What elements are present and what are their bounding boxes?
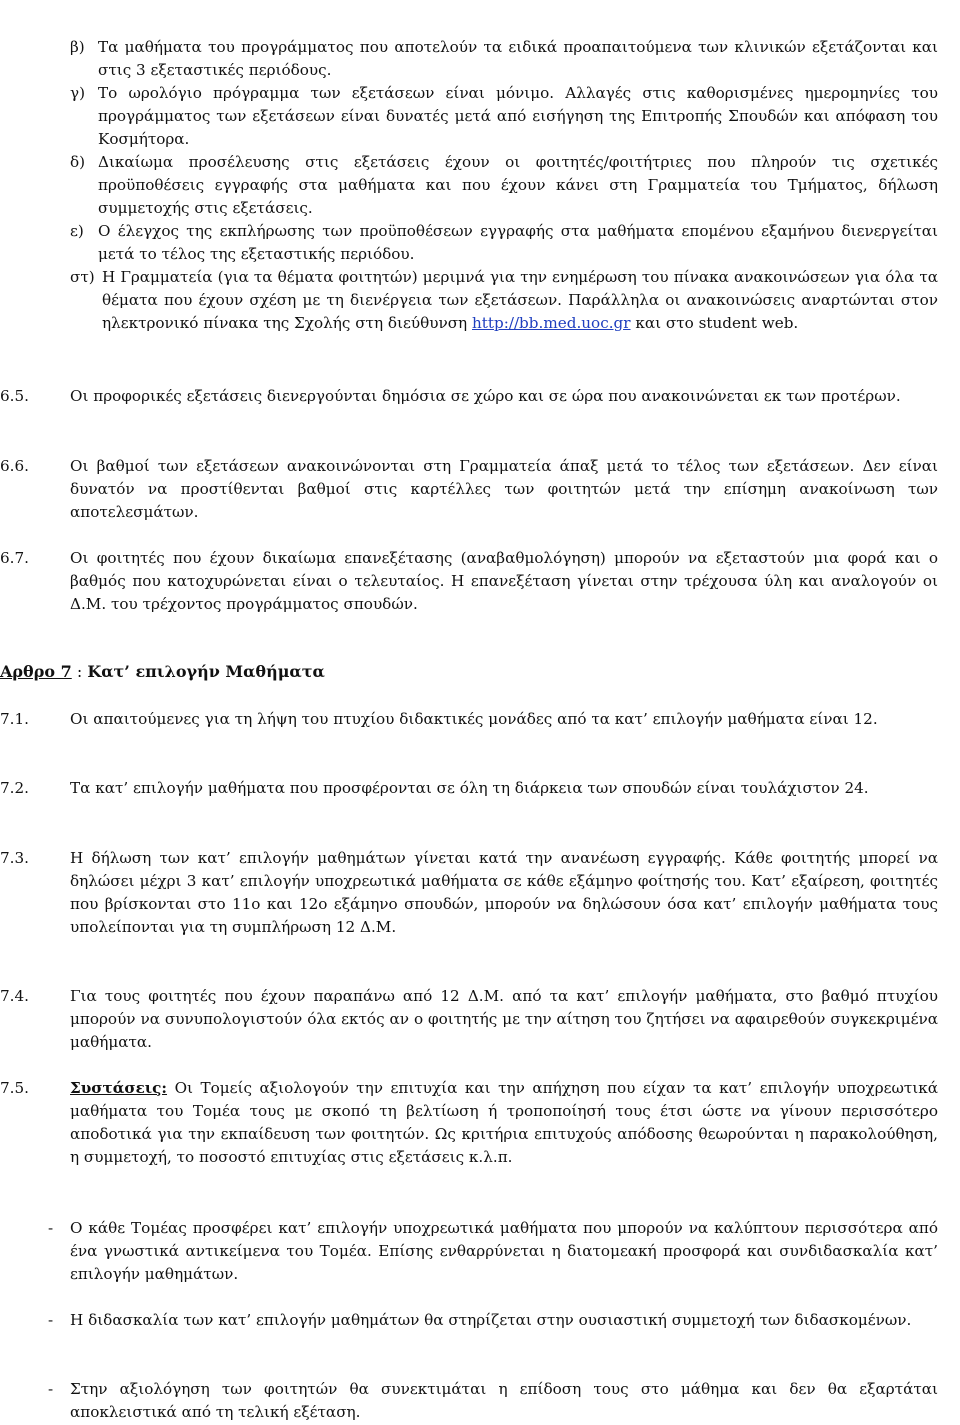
- intro-item-c: [70, 82, 938, 151]
- item-text: Τα μαθήματα του προγράμματος που αποτελούν τα ειδικά προαπαιτούμενα των κλινικών εξετάζονται και στις 3 εξεταστικές περιόδους.: [98, 38, 938, 79]
- school-board-link[interactable]: http://bb.med.uoc.gr: [472, 314, 631, 332]
- clause-number: 7.1.: [0, 710, 29, 728]
- clause-text: [70, 1077, 938, 1169]
- intro-item-st: [70, 266, 938, 335]
- clause-text: Για τους φοιτητές που έχουν παραπάνω από 12 Δ.Μ. από τα κατ’ επιλογήν μαθήματα, στο βαθμό πτυχίου μπορούν να συνυπολογιστούν όλα εκτός αν ο φοιτητής με την αίτηση του ζητήσει να αφαιρεθούν συγκεκριμένα μαθήματα.: [70, 987, 938, 1051]
- item-label: γ): [70, 84, 86, 102]
- article-heading: [0, 660, 325, 683]
- bullet-text: Ο κάθε Τομέας προσφέρει κατ’ επιλογήν υποχρεωτικά μαθήματα που μπορούν να καλύπτουν περισσότερα από ένα γνωστικά αντικείμενα του Τομέα. Επίσης ενθαρρύνεται η διατομεακή προσφορά και συνδιδασκαλία κατ’ επιλογήν μαθημάτων.: [70, 1219, 938, 1283]
- bullet-dash: -: [48, 1311, 54, 1329]
- clause-number: 7.4.: [0, 987, 29, 1005]
- recommendations-label: Συστάσεις:: [70, 1079, 168, 1097]
- bullet-text: Η διδασκαλία των κατ’ επιλογήν μαθημάτων θα στηρίζεται στην ουσιαστική συμμετοχή των διδασκομένων.: [70, 1311, 912, 1329]
- clause-text: Οι φοιτητές που έχουν δικαίωμα επανεξέτασης (αναβαθμολόγηση) μπορούν να εξεταστούν μια φορά και ο βαθμός που κατοχυρώνεται είναι ο τελευταίος. Η επανεξέταση γίνεται στην τρέχουσα ύλη και αναλογούν οι Δ.Μ. του τρέχοντος προγράμματος σπουδών.: [70, 549, 938, 613]
- bullet-dash: -: [48, 1219, 54, 1237]
- item-text: Το ωρολόγιο πρόγραμμα των εξετάσεων είναι μόνιμο. Αλλαγές στις καθορισμένες ημερομηνίες του προγράμματος των εξετάσεων είναι δυνατές μετά από εισήγηση της Επιτροπής Σπουδών και απόφαση του Κοσμήτορα.: [98, 84, 938, 148]
- clause-text: Οι απαιτούμενες για τη λήψη του πτυχίου διδακτικές μονάδες από τα κατ’ επιλογήν μαθήματα είναι 12.: [70, 710, 878, 728]
- item-label: ε): [70, 222, 84, 240]
- clause-text: Η δήλωση των κατ’ επιλογήν μαθημάτων γίνεται κατά την ανανέωση εγγραφής. Κάθε φοιτητής μπορεί να δηλώσει μέχρι 3 κατ’ επιλογήν υποχρεωτικά μαθήματα σε κάθε εξάμηνο φοίτησής του. Κατ’ εξαίρεση, φοιτητές που βρίσκονται στο 11ο και 12ο εξάμηνο σπουδών, μπορούν να δηλώσουν όσα κατ’ επιλογήν μαθήματα τους υπολείπονται για τη συμπλήρωση 12 Δ.Μ.: [70, 849, 938, 936]
- article-title: Κατ’ επιλογήν Μαθήματα: [87, 662, 325, 681]
- clause-number: 6.6.: [0, 457, 29, 475]
- item-label: δ): [70, 153, 86, 171]
- item-text: Δικαίωμα προσέλευσης στις εξετάσεις έχουν οι φοιτητές/φοιτήτριες που πληρούν τις σχετικές προϋποθέσεις εγγραφής στα μαθήματα και που έχουν κάνει στη Γραμματεία του Τμήματος, δήλωση συμμετοχής στις εξετάσεις.: [98, 153, 938, 217]
- bullet-dash: -: [48, 1380, 54, 1398]
- clause-text: Οι βαθμοί των εξετάσεων ανακοινώνονται στη Γραμματεία άπαξ μετά το τέλος των εξετάσεων. Δεν είναι δυνατόν να προστίθενται βαθμοί στις καρτέλλες των φοιτητών μετά την επίσημη ανακοίνωση των αποτελεσμάτων.: [70, 457, 938, 521]
- item-text: Ο έλεγχος της εκπλήρωσης των προϋποθέσεων εγγραφής στα μαθήματα επομένου εξαμήνου διενεργείται μετά το τέλος της εξεταστικής περιόδου.: [98, 222, 938, 263]
- intro-item-b: [70, 36, 938, 82]
- clause-text: Τα κατ’ επιλογήν μαθήματα που προσφέρονται σε όλη τη διάρκεια των σπουδών είναι τουλάχιστον 24.: [70, 779, 869, 797]
- item-text-tail: και στο student web.: [635, 314, 799, 332]
- item-label: στ): [70, 268, 95, 286]
- bullet-text: Στην αξιολόγηση των φοιτητών θα συνεκτιμάται η επίδοση τους στο μάθημα και δεν θα εξαρτάται αποκλειστικά από τη τελική εξέταση.: [70, 1380, 938, 1421]
- item-label: β): [70, 38, 85, 56]
- clause-number: 7.5.: [0, 1079, 29, 1097]
- intro-item-d: [70, 151, 938, 220]
- article-number: Αρθρο 7: [0, 662, 72, 681]
- clause-text: Οι προφορικές εξετάσεις διενεργούνται δημόσια σε χώρο και σε ώρα που ανακοινώνεται εκ των προτέρων.: [70, 387, 901, 405]
- clause-number: 6.7.: [0, 549, 29, 567]
- article-separator: :: [71, 662, 88, 681]
- clause-number: 7.3.: [0, 849, 29, 867]
- item-text: Η Γραμματεία (για τα θέματα φοιτητών) μεριμνά για την ενημέρωση του πίνακα ανακοινώσεων για όλα τα θέματα που έχουν σχέση με τη διενέργεια των εξετάσεων. Παράλληλα οι ανακοινώσεις αναρτώνται στον ηλεκτρονικό πίνακα της Σχολής στη διεύθυνση: [102, 268, 938, 332]
- clause-number: 7.2.: [0, 779, 29, 797]
- clause-number: 6.5.: [0, 387, 29, 405]
- intro-list: [70, 36, 938, 335]
- recommendations-text: Οι Τομείς αξιολογούν την επιτυχία και την απήχηση που είχαν τα κατ’ επιλογήν υποχρεωτικά μαθήματα του Τομέα τους με σκοπό τη βελτίωση ή τροποποίησή τους έτσι ώστε να γίνουν περισσότερο αποδοτικά για την εκπαίδευση των φοιτητών. Ως κριτήρια επιτυχούς απόδοσης θεωρούνται η παρακολούθηση, η συμμετοχή, το ποσοστό επιτυχίας στις εξετάσεις κ.λ.π.: [70, 1079, 939, 1166]
- intro-item-e: [70, 220, 938, 266]
